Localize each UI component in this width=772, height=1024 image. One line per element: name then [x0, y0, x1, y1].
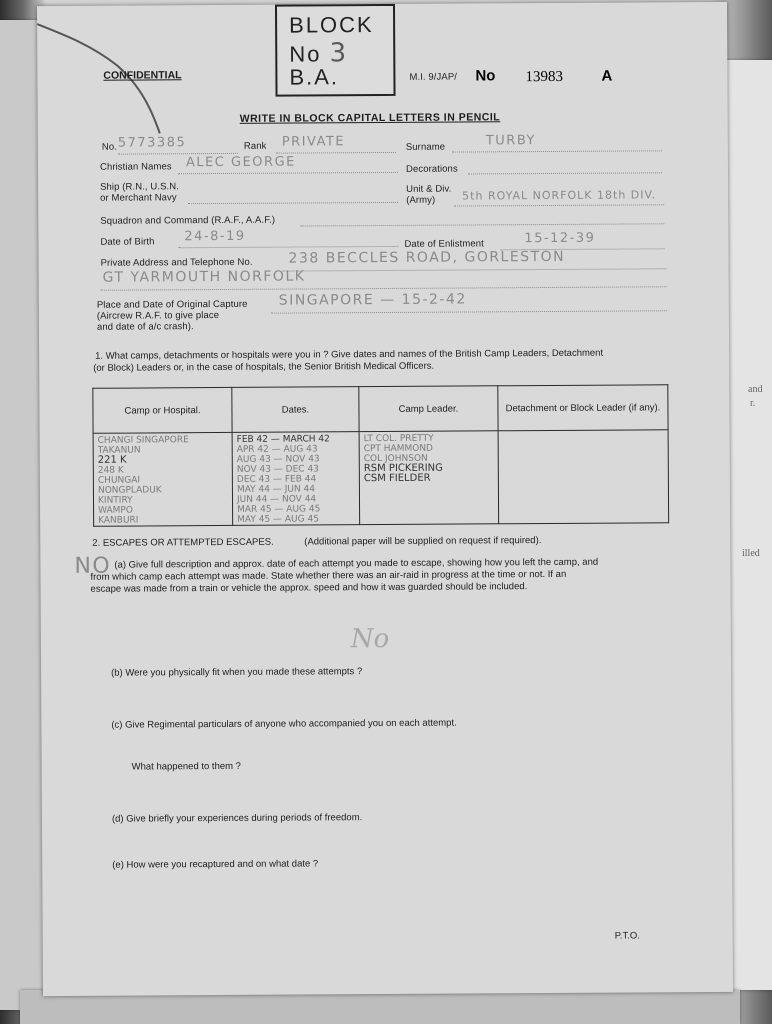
- stamp-line-1: BLOCK: [289, 12, 374, 38]
- unit-value: 5th ROYAL NORFOLK 18th DIV.: [462, 188, 657, 203]
- enlistment-value: 15-12-39: [524, 230, 596, 247]
- capture-label-line3: and date of a/c crash).: [96, 321, 194, 333]
- detachment-leader-cell: [498, 430, 669, 524]
- address-value-line1: 238 BECCLES ROAD, GORLESTON: [288, 248, 566, 267]
- edge-fragment: illed: [742, 548, 760, 559]
- mi-reference: M.I. 9/JAP/: [409, 71, 458, 83]
- capture-label-line2: (Aircrew R.A.F. to give place: [96, 310, 220, 322]
- camp-entry: TAKANUN: [97, 445, 141, 456]
- please-turn-over: P.T.O.: [614, 930, 640, 942]
- service-no-value: 5773385: [117, 135, 187, 151]
- question-2a-line3: escape was made from a train or vehicle the approx. speed and how it was guarded should be included.: [90, 581, 528, 595]
- question-1-line1: 1. What camps, detachments or hospitals were you in ? Give dates and names of the British Camp Leaders, Detachment: [95, 347, 604, 362]
- enlistment-label: Date of Enlistment: [404, 238, 484, 250]
- surname-label: Surname: [405, 141, 446, 153]
- file-number: 13983: [525, 68, 563, 86]
- date-entry: MAY 45 — AUG 45: [237, 514, 319, 525]
- camp-entry: KINTIRY: [97, 495, 133, 506]
- ship-label-line2: or Merchant Navy: [100, 192, 177, 204]
- stamp-line-3: B.A.: [289, 64, 340, 90]
- question-2a-line2: from which camp each attempt was made. State whether there was an air-raid in progress at the time or not. If an: [90, 568, 567, 583]
- question-2c: (c) Give Regimental particulars of anyone who accompanied you on each attempt.: [111, 717, 457, 731]
- camp-entry: CHANGI SINGAPORE: [97, 435, 189, 446]
- dates-cell: [232, 432, 360, 526]
- escape-answer-no: NO: [74, 553, 112, 579]
- surname-value: TURBY: [485, 133, 536, 149]
- leader-entry: LT COL. PRETTY: [363, 433, 434, 445]
- question-2e: (e) How were you recaptured and on what date ?: [112, 858, 319, 871]
- camp-entry: CHUNGAI: [97, 475, 141, 486]
- stamp-no: No: [289, 41, 322, 67]
- answer-mark: No: [350, 623, 390, 655]
- question-2a-line1: (a) Give full description and approx. date of each attempt you made to escape, showing how you left the camp, and: [114, 556, 599, 571]
- address-value-line2: GT YARMOUTH NORFOLK: [102, 268, 306, 286]
- camp-entry: KANBURI: [98, 515, 139, 526]
- date-entry: DEC 43 — FEB 44: [236, 474, 317, 485]
- capture-value: SINGAPORE — 15-2-42: [278, 291, 467, 309]
- christian-names-label: Christian Names: [99, 161, 172, 173]
- dob-label: Date of Birth: [100, 236, 155, 248]
- form-title: WRITE IN BLOCK CAPITAL LETTERS IN PENCIL: [239, 111, 501, 125]
- question-2c-follow-up: What happened to them ?: [131, 760, 241, 773]
- col-header-detachment-leader: Detachment or Block Leader (if any).: [498, 385, 668, 431]
- capture-label-line1: Place and Date of Original Capture: [96, 298, 248, 311]
- question-2d: (d) Give briefly your experiences during periods of freedom.: [111, 812, 363, 825]
- camp-leader-cell: [359, 431, 499, 525]
- col-header-camp-leader: Camp Leader.: [359, 386, 498, 432]
- block-stamp: [275, 4, 396, 97]
- col-header-dates: Dates.: [232, 387, 359, 433]
- squadron-label: Squadron and Command (R.A.F., A.A.F.): [100, 214, 276, 227]
- camp-entry: 221 K: [97, 454, 127, 466]
- table-row: [93, 430, 669, 527]
- camp-list: [98, 435, 190, 526]
- service-no-label: No.: [101, 141, 117, 153]
- date-entry: NOV 43 — DEC 43: [236, 464, 319, 475]
- date-entry: AUG 43 — NOV 43: [236, 454, 320, 465]
- camp-entry: 248 K: [97, 465, 124, 476]
- rank-value: PRIVATE: [281, 134, 346, 150]
- camp-entry: WAMPO: [98, 505, 133, 516]
- unit-label-line2: (Army): [406, 194, 436, 206]
- leader-entry: CPT HAMMOND: [363, 443, 434, 455]
- decorations-label: Decorations: [405, 163, 458, 175]
- file-suffix: A: [601, 67, 613, 85]
- col-header-camp: Camp or Hospital.: [93, 387, 232, 433]
- address-label: Private Address and Telephone No.: [100, 256, 253, 269]
- number-label: No: [475, 67, 496, 85]
- edge-fragment: r.: [750, 398, 756, 409]
- question-2-note: (Additional paper will be supplied on request if required).: [304, 535, 542, 548]
- question-1-line2: (or Block) Leaders or, in the case of hospitals, the Senior British Medical Officers.: [93, 360, 435, 374]
- date-entry: JUN 44 — NOV 44: [236, 494, 317, 505]
- leader-list: [364, 434, 443, 484]
- stamp-block-number: 3: [329, 38, 348, 69]
- ship-label-line1: Ship (R.N., U.S.N.: [100, 181, 179, 193]
- question-2b: (b) Were you physically fit when you made these attempts ?: [111, 666, 363, 679]
- camps-table: [92, 384, 669, 527]
- leader-entry: CSM FIELDER: [363, 472, 431, 485]
- edge-fragment: and: [748, 384, 763, 395]
- camps-cell: [93, 432, 233, 526]
- leader-entry: COL JOHNSON: [363, 453, 428, 465]
- date-list: [237, 434, 331, 525]
- confidential-label: CONFIDENTIAL: [103, 69, 182, 82]
- camp-entry: NONGPLADUK: [97, 485, 162, 496]
- question-2-heading: 2. ESCAPES OR ATTEMPTED ESCAPES.: [92, 536, 274, 549]
- leader-entry: RSM PICKERING: [363, 462, 443, 475]
- date-entry: MAR 45 — AUG 45: [237, 504, 321, 515]
- christian-names-value: ALEC GEORGE: [185, 154, 296, 171]
- dob-value: 24-8-19: [184, 228, 246, 245]
- date-entry: APR 42 — AUG 43: [236, 444, 318, 455]
- form-page: [37, 2, 733, 996]
- date-entry: FEB 42 — MARCH 42: [236, 434, 330, 445]
- unit-label-line1: Unit & Div.: [406, 183, 452, 195]
- rank-label: Rank: [243, 140, 267, 152]
- date-entry: MAY 44 — JUN 44: [236, 484, 316, 495]
